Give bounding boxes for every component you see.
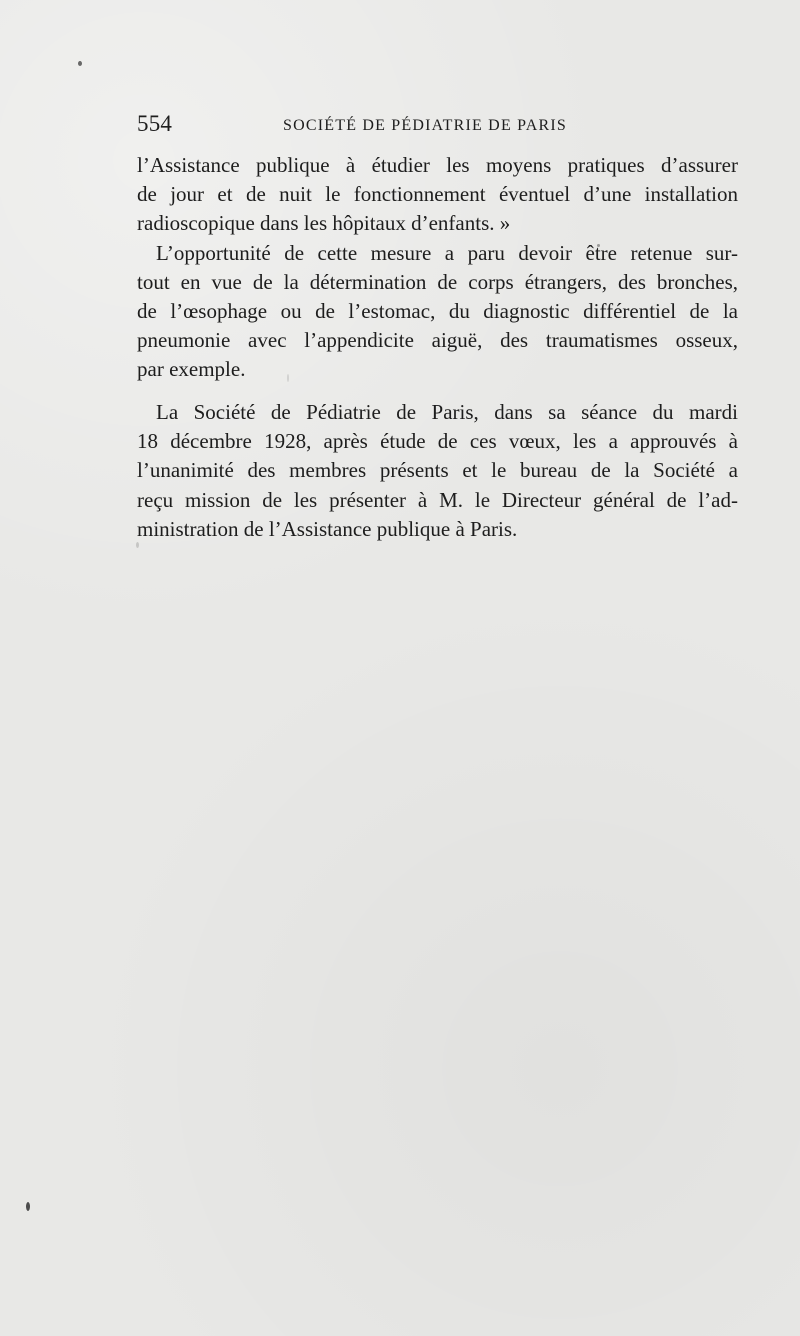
text-line: pneumonie avec l’appendicite aiguë, des traumatismes osseux,	[137, 328, 738, 353]
scan-speck	[597, 244, 600, 247]
text-line: tout en vue de la détermination de corps étrangers, des bronches,	[137, 269, 738, 294]
text-line: l’unanimité des membres présents et le bureau de la Société a	[137, 458, 738, 483]
running-title: SOCIÉTÉ DE PÉDIATRIE DE PARIS	[283, 117, 567, 134]
scan-speck	[78, 61, 82, 66]
text-line: L’opportunité de cette mesure a paru devoir être retenue sur-	[156, 240, 738, 265]
text-line: La Société de Pédiatrie de Paris, dans sa séance du mardi	[156, 400, 738, 424]
text-line: l’Assistance publique à étudier les moyens pratiques d’assurer	[137, 153, 738, 177]
scan-speck	[287, 374, 289, 382]
page-header	[137, 111, 737, 141]
text-line: ministration de l’Assistance publique à Paris.	[137, 516, 518, 541]
paragraph-block-1	[137, 151, 738, 385]
text-line: de jour et de nuit le fonctionnement éventuel d’une installation	[137, 182, 738, 207]
paragraph-block-2	[137, 398, 738, 544]
page-number: 554	[137, 111, 173, 136]
text-line: de l’œsophage ou de l’estomac, du diagnostic différentiel de la	[137, 298, 738, 323]
text-line: radioscopique dans les hôpitaux d’enfants. »	[137, 211, 511, 236]
text-line: 18 décembre 1928, après étude de ces vœux, les a approuvés à	[137, 429, 738, 454]
text-line: reçu mission de les présenter à M. le Directeur général de l’ad-	[137, 487, 738, 512]
text-line: par exemple.	[137, 357, 246, 382]
scan-speck	[136, 542, 139, 548]
scan-speck	[26, 1202, 30, 1211]
